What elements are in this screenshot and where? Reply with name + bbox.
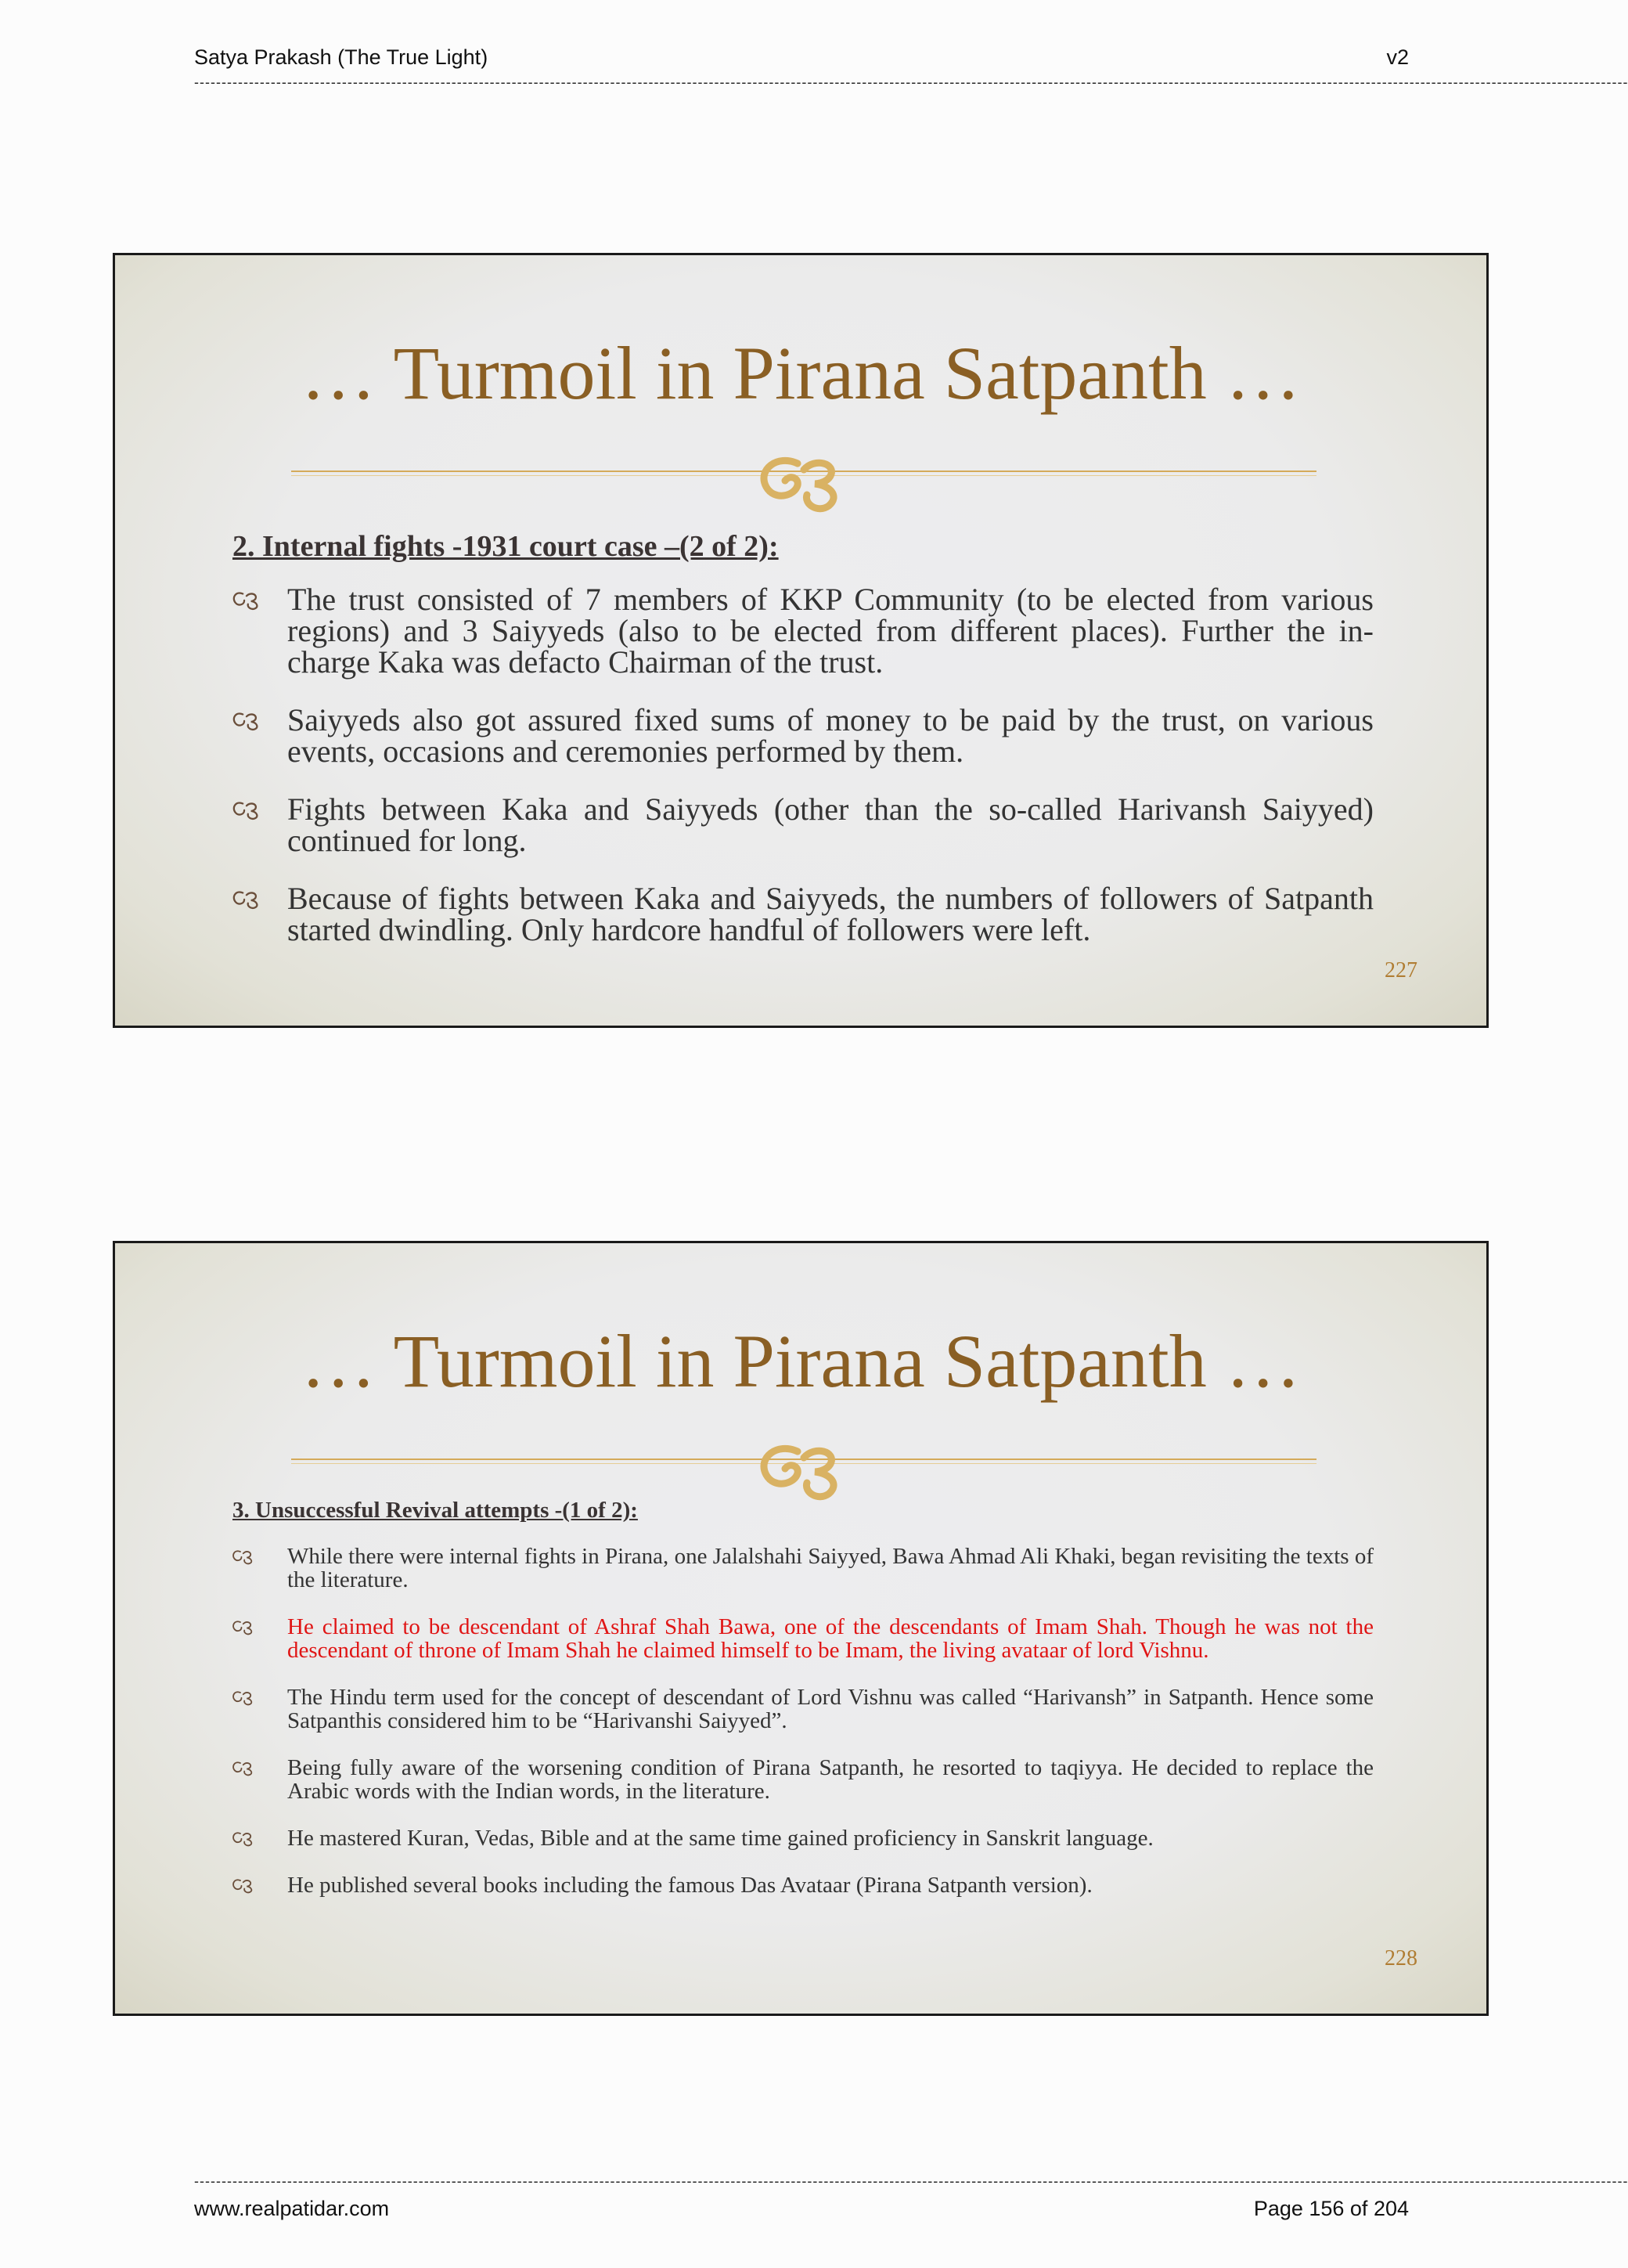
list-item-highlighted: He claimed to be descendant of Ashraf Shah Bawa, one of the descendants of Imam Shah. Though he was not the descendant of throne of Imam Shah he claimed himself to be Imam, the living avataar of lord Vishnu.	[231, 1615, 1374, 1662]
page-number: Page 156 of 204	[1253, 2197, 1409, 2220]
swirl-bullet-icon	[231, 1618, 254, 1635]
page-footer	[194, 2169, 1628, 2221]
document-version: v2	[1386, 45, 1409, 69]
swirl-bullet-icon	[231, 888, 261, 910]
document-title: Satya Prakash (The True Light)	[194, 45, 488, 69]
swirl-bullet-icon	[231, 709, 261, 731]
list-item: He mastered Kuran, Vedas, Bible and at the same time gained proficiency in Sanskrit language.	[231, 1826, 1374, 1850]
list-item: Being fully aware of the worsening condition of Pirana Satpanth, he resorted to taqiyya. He decided to replace the Arabic words with the Indian words, in the literature.	[231, 1756, 1374, 1803]
swirl-bullet-icon	[231, 1877, 254, 1894]
website-link[interactable]: www.realpatidar.com	[194, 2197, 390, 2220]
list-item: While there were internal fights in Pirana, one Jalalshahi Saiyyed, Bawa Ahmad Ali Khaki, began revisiting the texts of the literature.	[231, 1545, 1374, 1592]
list-item: Fights between Kaka and Saiyyeds (other than the so-called Harivansh Saiyyed) continued for long.	[231, 794, 1374, 856]
list-item: Saiyyeds also got assured fixed sums of money to be paid by the trust, on various events, occasions and ceremonies performed by them.	[231, 705, 1374, 767]
page-header	[194, 45, 1628, 90]
list-item: Because of fights between Kaka and Saiyyeds, the numbers of followers of Satpanth started dwindling. Only hardcore handful of followers were left.	[231, 883, 1374, 946]
slide-title: … Turmoil in Pirana Satpanth …	[301, 1319, 1301, 1403]
swirl-bullet-icon	[231, 799, 261, 820]
swirl-bullet-icon	[231, 1759, 254, 1776]
swirl-bullet-icon	[231, 589, 261, 611]
slide-number: 227	[1385, 958, 1417, 983]
list-item: The Hindu term used for the concept of descendant of Lord Vishnu was called “Harivansh” in Satpanth. Hence some Satpanthis considered him to be “Harivanshi Saiyyed”.	[231, 1686, 1374, 1733]
slide-title: … Turmoil in Pirana Satpanth …	[301, 331, 1301, 415]
swirl-bullet-icon	[231, 1830, 254, 1847]
swirl-ornament-icon	[749, 1437, 859, 1500]
footer-divider: ----------------------------------------------------------------------------------------------------------------------------------------------------------------------------------------------------------------------------------------------------------------------	[194, 2173, 1628, 2189]
swirl-ornament-icon	[749, 449, 859, 512]
slide-227	[113, 253, 1489, 1028]
section-heading: 2. Internal fights -1931 court case –(2 of 2):	[232, 530, 779, 563]
slide-228	[113, 1241, 1489, 2016]
list-item: He published several books including the famous Das Avataar (Pirana Satpanth version).	[231, 1873, 1374, 1897]
bullet-list	[231, 584, 1374, 972]
header-divider: ----------------------------------------------------------------------------------------------------------------------------------------------------------------------------------------------------------------------------------------------------------------------	[194, 74, 1628, 90]
section-heading: 3. Unsuccessful Revival attempts -(1 of 2):	[232, 1498, 638, 1523]
bullet-list	[231, 1545, 1374, 1920]
swirl-bullet-icon	[231, 1689, 254, 1706]
list-item: The trust consisted of 7 members of KKP Community (to be elected from various regions) and 3 Saiyyeds (also to be elected from different places). Further the in-charge Kaka was defacto Chairman of the trust.	[231, 584, 1374, 678]
swirl-bullet-icon	[231, 1548, 254, 1565]
slide-number: 228	[1385, 1946, 1417, 1971]
